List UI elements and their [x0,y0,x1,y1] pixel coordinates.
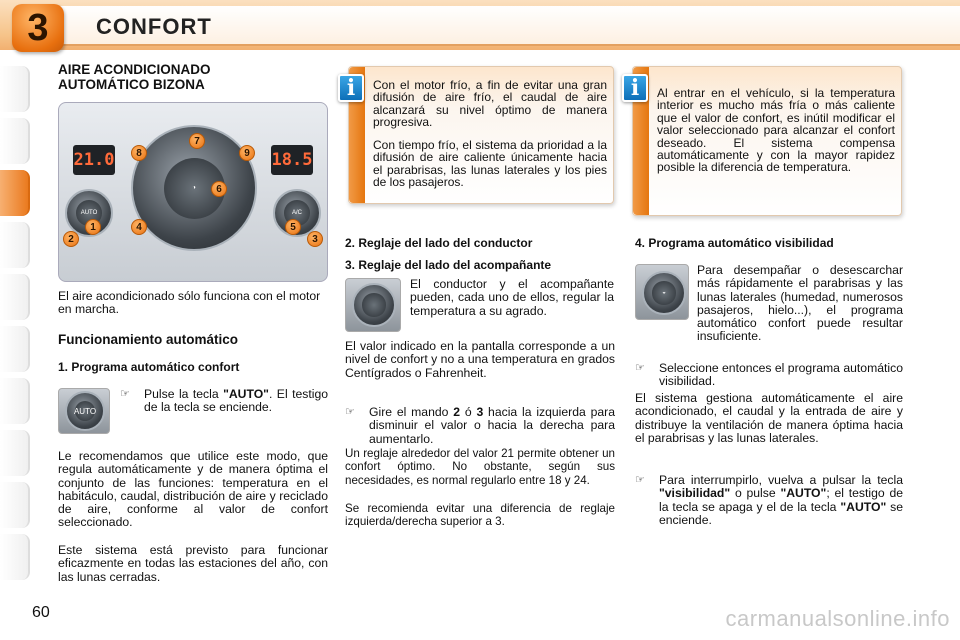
middle-intro: El conductor y el acompañante pueden, cada uno de ellos, regular la temperatura a su agrado. [410,277,614,318]
chapter-tab-active[interactable] [0,170,30,216]
visibility-button-thumbnail [635,264,689,320]
climate-control-panel-image [58,102,328,282]
callout-6: 6 [211,181,227,197]
chapter-tab[interactable] [0,66,30,112]
info-text-3: Al entrar en el vehículo, si la temperatura interior es mucho más fría o más caliente que el valor de confort, es inútil modificar el valor seleccionado para alcanzar el confort deseado. El sistema compensa automáticamente y con la mayor rapidez posible la diferencia de temperatura. [657,86,895,175]
left-temperature-display: 21.0 [73,145,115,175]
callout-9: 9 [239,145,255,161]
chapter-tab[interactable] [0,222,30,268]
callout-1: 1 [85,219,101,235]
info-box-temperatura [632,66,902,216]
seasons-paragraph: Este sistema está previsto para funcionar eficazmente en todas las estaciones del año, con las lunas cerradas. [58,543,328,584]
ac-button-label: A/C [284,200,310,226]
bullet-pre: Gire el mando [369,405,454,419]
chapter-tabs [0,66,34,586]
right-temperature-display: 18.5 [271,145,313,175]
chapter-tab[interactable] [0,482,30,528]
callout-4: 4 [131,219,147,235]
bullet-mid: ó [460,405,477,419]
distribution-icon: ◑ [164,158,225,219]
visibility-intro: Para desempañar o desescarchar más rápidamente el parabrisas y las lunas laterales (humedad, numerosos pasajeros, hielo...), el programa automático confort puede resultar insuficiente. [697,263,903,344]
heading-reglaje-acompanante: 3. Reglaje del lado del acompañante [345,258,552,272]
pointing-hand-icon: ☞ [635,362,645,374]
callout-7: 7 [189,133,205,149]
auto-key: "AUTO" [223,387,269,401]
heading-programa-visibilidad: 4. Programa automático visibilidad [635,236,834,250]
info-icon: i [338,74,364,102]
bullet-pre: Pulse la tecla [144,387,224,401]
temp-knob-center [362,293,385,316]
bullet-post: . El testigo de la tecla se enciende. [144,387,329,415]
auto-button-thumbnail [58,388,110,434]
display-value-paragraph: El valor indicado en la pantalla corresponde a un nivel de confort y no a una temperatura en grados Centígrados o Fahrenheit. [345,339,615,380]
temp-knob [352,283,396,327]
temperature-knob-thumbnail [345,278,401,332]
bullet-pulse-auto [120,388,328,430]
pointing-hand-icon: ☞ [635,474,645,486]
bullet-gire-mando [345,406,615,448]
windscreen-icon: ◒ [652,281,675,304]
bullet-text [369,406,615,446]
chapter-tab[interactable] [0,326,30,372]
chapter-badge: 3 [12,4,64,52]
auto-key: "AUTO" [840,499,887,514]
system-manages-paragraph: El sistema gestiona automáticamente el aire acondicionado, el caudal y la entrada de aire y distribuye la ventilación de manera óptima hacia el parabrisas y las lunas laterales. [635,391,903,445]
intro-text: El aire acondicionado sólo funciona con el motor en marcha. [58,289,321,317]
section-heading-funcionamiento: Funcionamiento automático [58,332,239,347]
auto-button-label: AUTO [76,200,102,226]
page-title: CONFORT [96,14,212,39]
bullet-interrumpir [635,474,903,530]
bullet-text [659,474,903,527]
recommendation-paragraph: Le recomendamos que utilice este modo, que regula automáticamente y de manera óptima el conjunto de las funciones: temperatura en el habitáculo, caudal, distribución de aire y reciclado de aire, conforme al valor de confort seleccionado. [58,449,328,530]
visibility-knob [642,271,686,315]
auto-key: "AUTO" [780,486,827,501]
info-text-1: Con el motor frío, a fin de evitar una gran difusión de aire frío, el caudal de aire alcanzará su nivel óptimo de manera progresiva. [373,78,607,130]
chapter-tab[interactable] [0,378,30,424]
bullet-post2: se enciende. [659,499,903,527]
info-text-2: Con tiempo frío, el sistema da prioridad a la difusión de aire caliente únicamente hacia el parabrisas, las lunas laterales y los pies de los pasajeros. [373,138,607,190]
heading-line: AIRE ACONDICIONADO [58,62,211,77]
pointing-hand-icon: ☞ [345,406,355,418]
pointing-hand-icon: ☞ [120,388,130,400]
page-number: 60 [32,604,50,621]
heading-line: AUTOMÁTICO BIZONA [58,77,205,92]
auto-knob [65,391,105,431]
chapter-tab[interactable] [0,274,30,320]
diferencia-paragraph: Se recomienda evitar una diferencia de reglaje izquierda/derecha superior a 3. [345,502,615,529]
reglaje-21-paragraph: Un reglaje alrededor del valor 21 permite obtener un confort óptimo. No obstante, según sus necesidades, es normal regularlo entre 18 y 24. [345,447,615,487]
bullet-mid: o pulse [730,486,781,501]
callout-8: 8 [131,145,147,161]
bullet-post: hacia la izquierda para disminuir el valor o hacia la derecha para aumentarlo. [369,405,615,446]
section-heading-aire [58,62,211,92]
control-3: 3 [476,405,484,419]
heading-reglaje-conductor: 2. Reglaje del lado del conductor [345,236,533,250]
chapter-tab[interactable] [0,118,30,164]
page-header [0,0,960,56]
callout-5: 5 [285,219,301,235]
visibilidad-key: "visibilidad" [659,486,731,501]
bullet-pre: Para interrumpirlo, vuelva a pulsar la tecla [659,473,903,487]
info-icon: i [622,74,648,102]
watermark: carmanualsonline.info [725,606,950,631]
bullet-text: Seleccione entonces el programa automático visibilidad. [659,361,903,389]
control-2: 2 [453,405,461,419]
callout-3: 3 [307,231,323,247]
bullet-seleccione [635,362,903,390]
bullet-text [144,388,328,415]
info-box-motor-frio [348,66,614,204]
chapter-tab[interactable] [0,430,30,476]
auto-label: AUTO [75,401,96,422]
chapter-tab[interactable] [0,534,30,580]
subheading-programa-confort: 1. Programa automático confort [58,360,240,374]
callout-2: 2 [63,231,79,247]
bullet-post: ; el testigo de la tecla se apaga y el de la tecla [659,486,904,514]
